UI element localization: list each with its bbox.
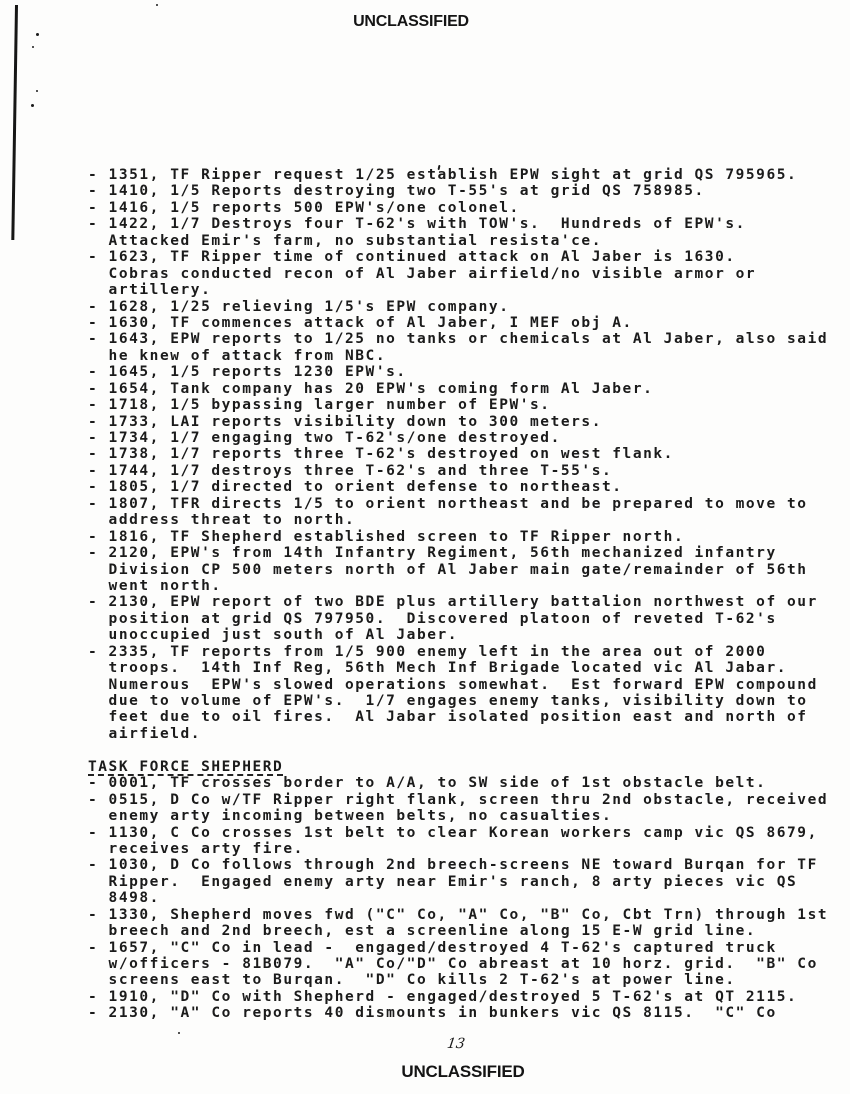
log-section-shepherd <box>88 775 848 1022</box>
log-line: - 1130, C Co crosses 1st belt to clear Korean workers camp vic QS 8679, <box>88 824 818 841</box>
log-line: - 1410, 1/5 Reports destroying two T-55's at grid QS 758985. <box>88 183 705 200</box>
log-line: Attacked Emir's farm, no substantial resista'ce. <box>88 232 602 249</box>
section-heading-task-force-shepherd <box>88 759 848 775</box>
log-section-ripper <box>88 167 848 742</box>
log-line: - 1630, TF commences attack of Al Jaber, I MEF obj A. <box>88 314 633 331</box>
log-line: - 1807, TFR directs 1/5 to orient northeast and be prepared to move to <box>88 495 808 512</box>
log-line: - 1738, 1/7 reports three T-62's destroyed on west flank. <box>88 446 674 463</box>
log-line: Division CP 500 meters north of Al Jaber main gate/remainder of 56th <box>88 561 808 578</box>
log-line: - 1816, TF Shepherd established screen to TF Ripper north. <box>88 528 685 545</box>
log-line: feet due to oil fires. Al Jabar isolated position east and north of <box>88 709 808 726</box>
log-line: receives arty fire. <box>88 840 304 857</box>
log-line: artillery. <box>88 282 212 299</box>
log-line: - 0001, TF crosses border to A/A, to SW side of 1st obstacle belt. <box>88 775 767 792</box>
log-line: - 2335, TF reports from 1/5 900 enemy left in the area out of 2000 <box>88 643 767 660</box>
scan-speck <box>32 46 34 48</box>
log-line: - 1645, 1/5 reports 1230 EPW's. <box>88 364 407 381</box>
log-line: screens east to Burqan. "D" Co kills 2 T-62's at power line. <box>88 972 736 989</box>
classification-footer: UNCLASSIFIED <box>401 1062 525 1081</box>
log-line: enemy arty incoming between belts, no casualties. <box>88 808 613 825</box>
scan-speck <box>31 104 34 107</box>
log-line: breech and 2nd breech, est a screenline along 15 E-W grid line. <box>88 923 757 940</box>
log-line: - 0515, D Co w/TF Ripper right flank, screen thru 2nd obstacle, received <box>88 791 829 808</box>
log-body <box>88 167 848 1022</box>
log-line: airfield. <box>88 725 202 742</box>
scan-speck <box>178 1032 180 1034</box>
log-line: - 1657, "C" Co in lead - engaged/destroyed 4 T-62's captured truck <box>88 939 777 956</box>
log-line: unoccupied just south of Al Jaber. <box>88 627 459 644</box>
log-line: - 1351, TF Ripper request 1/25 establish EPW sight at grid QS 795965. <box>88 167 798 183</box>
log-line: - 1654, Tank company has 20 EPW's coming form Al Jaber. <box>88 380 654 397</box>
log-line: - 1734, 1/7 engaging two T-62's/one destroyed. <box>88 430 561 446</box>
log-line: - 1910, "D" Co with Shepherd - engaged/destroyed 5 T-62's at QT 2115. <box>88 988 798 1005</box>
log-line: - 1416, 1/5 reports 500 EPW's/one colonel. <box>88 199 520 216</box>
log-line: - 1628, 1/25 relieving 1/5's EPW company. <box>88 298 510 315</box>
log-line: - 1718, 1/5 bypassing larger number of EPW's. <box>88 397 551 414</box>
log-line: w/officers - 81B079. "A" Co/"D" Co abreast at 10 horz. grid. "B" Co <box>88 956 818 972</box>
section-heading-text: TASK FORCE SHEPHERD <box>88 758 284 775</box>
scan-speck <box>36 90 38 92</box>
scan-margin-line <box>11 5 18 240</box>
classification-header: UNCLASSIFIED <box>353 13 469 30</box>
log-line: - 1422, 1/7 Destroys four T-62's with TOW's. Hundreds of EPW's. <box>88 216 746 233</box>
log-line: troops. 14th Inf Reg, 56th Mech Inf Brigade located vic Al Jabar. <box>88 660 788 677</box>
log-line: address threat to north. <box>88 512 356 529</box>
log-line: - 2120, EPW's from 14th Infantry Regiment, 56th mechanized infantry <box>88 545 777 562</box>
log-line: - 1805, 1/7 directed to orient defense to northeast. <box>88 479 623 496</box>
log-line: position at grid QS 797950. Discovered platoon of reveted T-62's <box>88 610 777 627</box>
log-line: 8498. <box>88 890 160 907</box>
log-line: - 1744, 1/7 destroys three T-62's and three T-55's. <box>88 462 613 479</box>
log-line: went north. <box>88 577 222 594</box>
page-number: 13 <box>445 1036 466 1052</box>
log-line: - 1623, TF Ripper time of continued attack on Al Jaber is 1630. <box>88 249 736 266</box>
log-line: Ripper. Engaged enemy arty near Emir's ranch, 8 arty pieces vic QS <box>88 873 798 890</box>
log-line: - 1030, D Co follows through 2nd breech-screens NE toward Burqan for TF <box>88 857 818 874</box>
log-line: - 2130, EPW report of two BDE plus artillery battalion northwest of our <box>88 594 818 611</box>
log-line: - 2130, "A" Co reports 40 dismounts in bunkers vic QS 8115. "C" Co <box>88 1005 777 1022</box>
log-line: Numerous EPW's slowed operations somewhat. Est forward EPW compound <box>88 676 818 693</box>
scan-speck <box>156 4 158 6</box>
scan-speck <box>36 33 39 36</box>
log-line: due to volume of EPW's. 1/7 engages enemy tanks, visibility down to <box>88 693 808 709</box>
log-line: - 1643, EPW reports to 1/25 no tanks or chemicals at Al Jaber, also said <box>88 331 829 348</box>
log-line: he knew of attack from NBC. <box>88 347 387 364</box>
log-line: - 1733, LAI reports visibility down to 300 meters. <box>88 413 602 430</box>
log-line: Cobras conducted recon of Al Jaber airfield/no visible armor or <box>88 265 757 282</box>
log-line: - 1330, Shepherd moves fwd ("C" Co, "A" Co, "B" Co, Cbt Trn) through 1st <box>88 906 829 923</box>
